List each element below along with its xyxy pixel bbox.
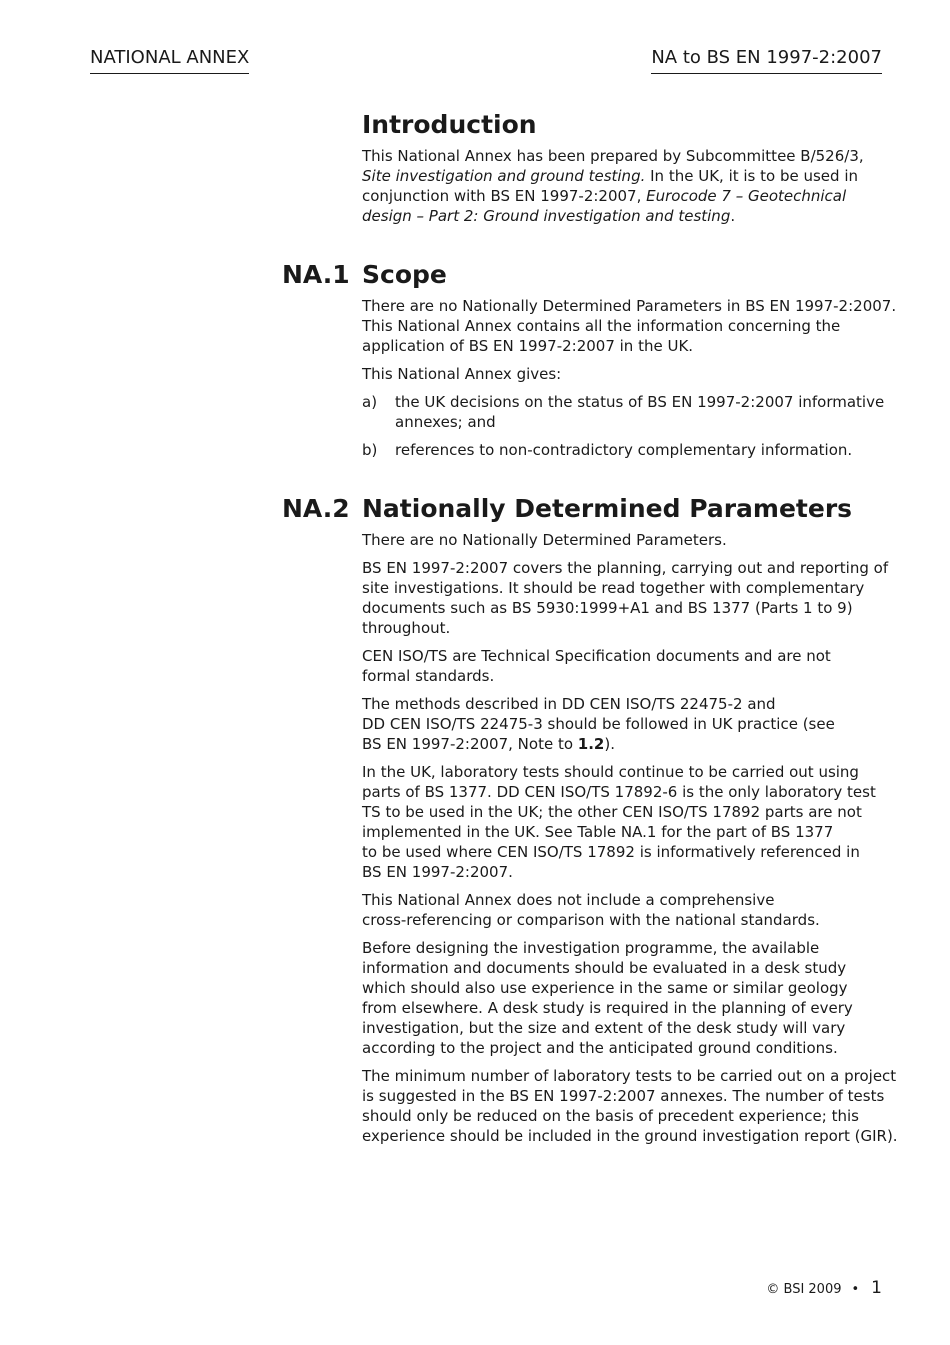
text-line: site investigations. It should be read together with complementary — [362, 579, 865, 597]
list-item — [362, 440, 892, 460]
introduction-heading: Introduction — [362, 110, 537, 139]
text-line: documents such as BS 5930:1999+A1 and BS 1377 (Parts 1 to 9) — [362, 599, 853, 617]
text-line: experience should be included in the ground investigation report (GIR). — [362, 1127, 898, 1145]
text-line: cross-referencing or comparison with the national standards. — [362, 911, 820, 929]
page-number: 1 — [871, 1278, 882, 1298]
standard-title-cont: design – Part 2: Ground investigation and testing — [362, 207, 731, 225]
text-line: The minimum number of laboratory tests to be carried out on a project — [362, 1067, 897, 1085]
scope-body — [362, 296, 897, 468]
text-line: investigation, but the size and extent of the desk study will vary — [362, 1019, 846, 1037]
scope-paragraph-2: This National Annex gives: — [362, 365, 562, 383]
clause-reference: 1.2 — [577, 735, 605, 753]
text-line: Before designing the investigation programme, the available — [362, 939, 820, 957]
section-number-na1: NA.1 — [282, 260, 350, 289]
ndp-paragraph-1 — [362, 530, 892, 550]
text-line: DD CEN ISO/TS 22475-3 should be followed in UK practice (see — [362, 715, 835, 733]
ndp-paragraph-2 — [362, 558, 892, 638]
standard-title: Eurocode 7 – Geotechnical — [646, 187, 847, 205]
text-line: The methods described in DD CEN ISO/TS 22475-2 and — [362, 695, 776, 713]
text-line: In the UK, laboratory tests should continue to be carried out using — [362, 763, 859, 781]
running-header-left: NATIONAL ANNEX — [90, 45, 249, 74]
copyright-notice: © BSI 2009 — [766, 1282, 842, 1297]
committee-title: Site investigation and ground testing. — [362, 167, 646, 185]
text-line: formal standards. — [362, 667, 495, 685]
list-item-label: b) — [362, 441, 378, 459]
text-line: CEN ISO/TS are Technical Specification documents and are not — [362, 647, 831, 665]
page-footer — [766, 1278, 882, 1300]
list-item-label: a) — [362, 393, 378, 411]
running-header-right: NA to BS EN 1997-2:2007 — [651, 45, 882, 74]
text-line: This National Annex contains all the information concerning the — [362, 317, 841, 335]
text-line: BS EN 1997-2:2007. — [362, 863, 513, 881]
text-line: annexes; and — [395, 413, 496, 431]
ndp-paragraph-6 — [362, 890, 892, 930]
ndp-paragraph-8 — [362, 1066, 898, 1146]
text-run: . — [730, 207, 736, 225]
text-line — [362, 186, 892, 206]
text-line — [362, 166, 892, 186]
introduction-paragraph — [362, 146, 892, 226]
ndp-paragraph-5 — [362, 762, 892, 882]
introduction-body — [362, 146, 892, 234]
text-line: the UK decisions on the status of BS EN 1997-2:2007 informative — [395, 393, 885, 411]
text-line: information and documents should be evaluated in a desk study — [362, 959, 847, 977]
text-line: This National Annex has been prepared by Subcommittee B/526/3, — [362, 147, 864, 165]
text-line: There are no Nationally Determined Parameters in BS EN 1997-2:2007. — [362, 297, 897, 315]
ndp-paragraph-4 — [362, 694, 892, 754]
text-line: references to non-contradictory complementary information. — [395, 441, 853, 459]
text-line: according to the project and the anticipated ground conditions. — [362, 1039, 838, 1057]
text-line — [362, 734, 892, 754]
text-line: implemented in the UK. See Table NA.1 for the part of BS 1377 — [362, 823, 834, 841]
text-run: BS EN 1997-2:2007, Note to — [362, 735, 578, 753]
text-line: should only be reduced on the basis of precedent experience; this — [362, 1107, 859, 1125]
text-run: In the UK, it is to be used in — [645, 167, 858, 185]
text-line: throughout. — [362, 619, 451, 637]
text-line: application of BS EN 1997-2:2007 in the UK. — [362, 337, 694, 355]
section-title-scope: Scope — [362, 260, 447, 289]
scope-paragraph-1 — [362, 296, 897, 356]
text-line: BS EN 1997-2:2007 covers the planning, carrying out and reporting of — [362, 559, 889, 577]
text-run: ). — [604, 735, 615, 753]
section-number-na2: NA.2 — [282, 494, 350, 523]
text-line: parts of BS 1377. DD CEN ISO/TS 17892-6 is the only laboratory test — [362, 783, 876, 801]
list-item — [362, 392, 892, 432]
ndp-paragraph-3 — [362, 646, 892, 686]
text-line: is suggested in the BS EN 1997-2:2007 annexes. The number of tests — [362, 1087, 885, 1105]
text-line: This National Annex does not include a comprehensive — [362, 891, 775, 909]
text-line: TS to be used in the UK; the other CEN ISO/TS 17892 parts are not — [362, 803, 862, 821]
bullet-separator: • — [851, 1282, 860, 1297]
text-line: to be used where CEN ISO/TS 17892 is informatively referenced in — [362, 843, 860, 861]
section-title-ndp: Nationally Determined Parameters — [362, 494, 853, 523]
text-line: There are no Nationally Determined Parameters. — [362, 531, 727, 549]
text-line — [362, 206, 892, 226]
ndp-paragraph-7 — [362, 938, 892, 1058]
text-line: from elsewhere. A desk study is required in the planning of every — [362, 999, 853, 1017]
ndp-body — [362, 530, 898, 1154]
text-line: which should also use experience in the same or similar geology — [362, 979, 848, 997]
text-run: conjunction with BS EN 1997-2:2007, — [362, 187, 647, 205]
